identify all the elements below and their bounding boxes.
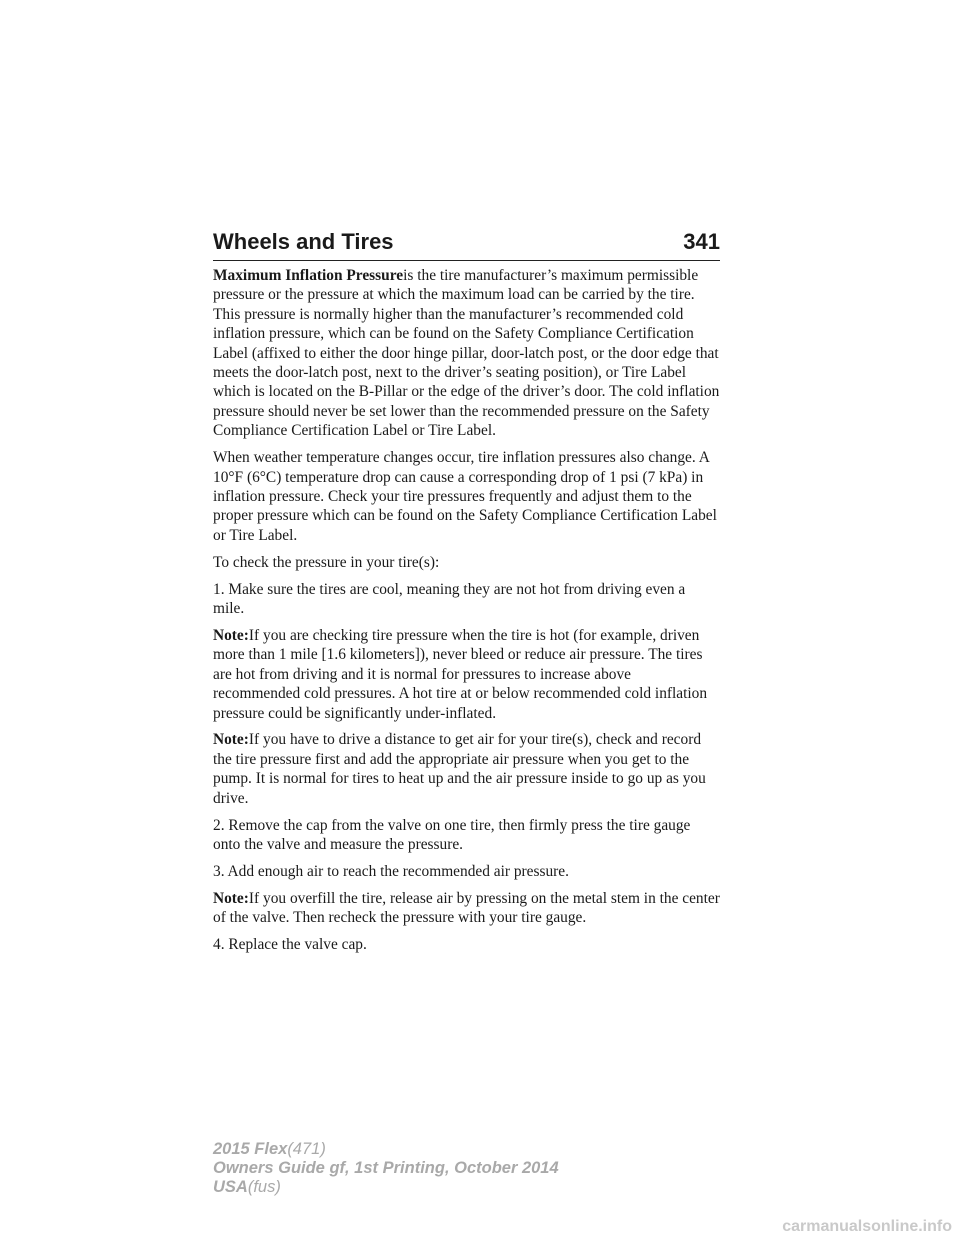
note-text: If you are checking tire pressure when the tire is hot (for example, driven more than 1 mile [1.6 kilometers]), never bleed or reduce air pressure. The tires are hot from driving and it is normal for pressures to increase above recommended cold pressures. A hot tire at or below recommended cold inflation pressure could be significantly under-inflated. bbox=[213, 626, 708, 722]
paragraph-check-intro: To check the pressure in your tire(s): bbox=[213, 553, 440, 571]
step-1: 1. Make sure the tires are cool, meaning they are not hot from driving even a mile. bbox=[213, 580, 686, 617]
page-footer bbox=[213, 1140, 720, 1197]
paragraph-temperature: When weather temperature changes occur, tire inflation pressures also change. A 10°F (6°C) temperature drop can cause a corresponding drop of 1 psi (7 kPa) in inflation pressure. Check your tire pressures frequently and adjust them to the proper pressure which can be found on the Safety Compliance Certification Label or Tire Label. bbox=[213, 449, 717, 544]
note-hot-tire bbox=[213, 626, 720, 723]
note-overfill bbox=[213, 889, 720, 928]
step-2: 2. Remove the cap from the valve on one tire, then firmly press the tire gauge onto the valve and measure the pressure. bbox=[213, 816, 691, 853]
note-label: Note: bbox=[213, 626, 249, 644]
note-label: Note: bbox=[213, 889, 249, 907]
footer-market-line bbox=[213, 1178, 720, 1197]
body-text bbox=[213, 266, 720, 962]
footer-market: USA bbox=[213, 1178, 248, 1196]
page-number: 341 bbox=[683, 229, 720, 254]
note-text: If you overfill the tire, release air by pressing on the metal stem in the center of the valve. Then recheck the pressure with your tire gauge. bbox=[213, 889, 720, 927]
note-text: If you have to drive a distance to get air for your tire(s), check and record the tire pressure first and add the appropriate air pressure when you get to the pump. It is normal for tires to heat up and the air pressure inside to go up as you drive. bbox=[213, 731, 706, 807]
note-label: Note: bbox=[213, 731, 249, 749]
page-header bbox=[213, 226, 720, 260]
footer-model-code: (471) bbox=[287, 1140, 326, 1158]
section-title: Wheels and Tires bbox=[213, 229, 394, 254]
footer-model-line bbox=[213, 1140, 720, 1159]
paragraph-max-inflation bbox=[213, 266, 720, 441]
note-drive-distance bbox=[213, 730, 720, 808]
paragraph-text: is the tire manufacturer’s maximum permissible pressure or the pressure at which the maximum load can be carried by the tire. This pressure is normally higher than the manufacturer’s recommended cold inflation pressure, which can be found on the Safety Compliance Certification Label (affixed to either the door hinge pillar, door-latch post, or the door edge that meets the door-latch post, next to the driver’s seating position), or Tire Label which is located on the B-Pillar or the edge of the driver’s door. The cold inflation pressure should never be set lower than the recommended pressure on the Safety Compliance Certification Label or Tire Label. bbox=[213, 267, 720, 440]
watermark: carmanualsonline.info bbox=[782, 1218, 952, 1235]
footer-model: 2015 Flex bbox=[213, 1140, 288, 1158]
step-3: 3. Add enough air to reach the recommended air pressure. bbox=[213, 862, 569, 880]
step-4: 4. Replace the valve cap. bbox=[213, 936, 367, 954]
footer-edition-line: Owners Guide gf, 1st Printing, October 2014 bbox=[213, 1159, 559, 1177]
footer-market-code: (fus) bbox=[247, 1178, 281, 1196]
header-rule bbox=[213, 260, 720, 261]
term-max-inflation: Maximum Inflation Pressure bbox=[213, 267, 404, 284]
